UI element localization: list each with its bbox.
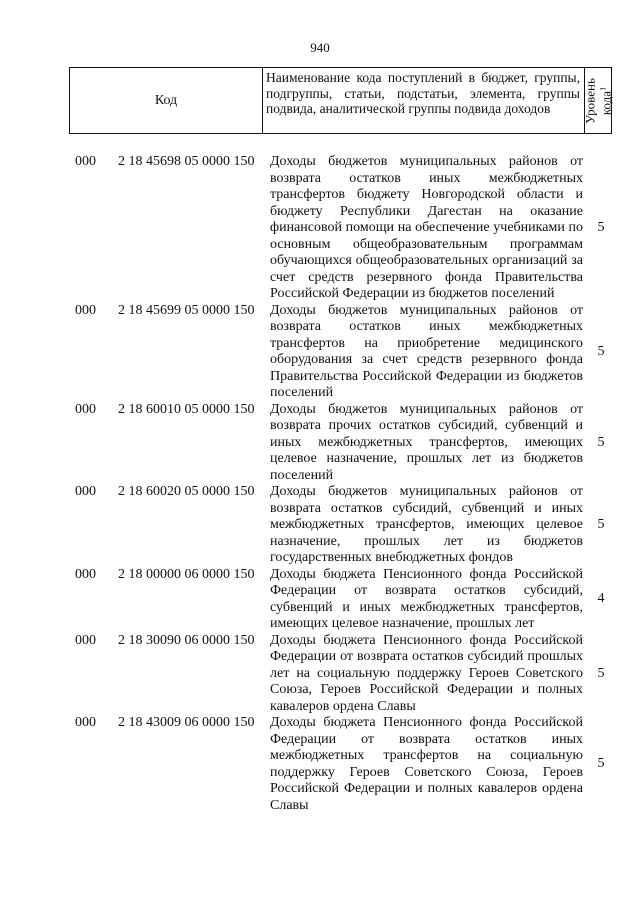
header-name: Наименование кода поступлений в бюджет, группы, подгруппы, статьи, подстатьи, элемента, группы подвида, аналитической группы подвида доходов [263,68,585,133]
row-prefix: 000 [75,632,96,648]
row-name: Доходы бюджета Пенсионного фонда Российской Федерации от возврата остатков субсидий, субвенций и иных межбюджетных трансфертов, имеющих целевое назначение, прошлых лет [270,566,583,631]
table-header [69,67,612,134]
row-level: 5 [597,434,605,450]
row-prefix: 000 [75,154,96,169]
header-level-label [583,78,612,124]
row-prefix: 000 [75,302,96,318]
table-row [0,633,640,716]
table-row [0,484,640,567]
table-body [0,154,640,814]
row-prefix: 000 [75,401,96,417]
page-number: 940 [310,40,330,55]
header-code: Код [70,68,263,133]
row-level: 5 [597,343,605,359]
row-prefix: 000 [75,484,96,499]
row-prefix: 000 [75,566,96,582]
header-level-line1: Уровень [582,77,598,124]
row-name: Доходы бюджета Пенсионного фонда Российской Федерации от возврата остатков иных межбюджетных трансфертов на социальную поддержку Героев Советского Союза, Героев Российской Федерации и полных кавалеров ордена Славы [270,715,583,813]
row-name: Доходы бюджетов муниципальных районов от возврата остатков иных межбюджетных трансфертов на приобретение медицинского оборудования за счет средств резервного фонда Правительства Российской Федерации из бюджетов поселений [270,302,583,400]
row-code: 2 18 60010 05 0000 150 [118,401,255,417]
table-row [0,402,640,485]
row-code: 2 18 60020 05 0000 150 [118,484,255,499]
row-name: Доходы бюджета Пенсионного фонда Российской Федерации от возврата остатков субсидий прошлых лет на социальную поддержку Героев Советского Союза, Героев Российской Федерации и полных кавалеров ордена Славы [270,632,583,714]
row-code: 2 18 45699 05 0000 150 [118,302,255,318]
header-level-footnote: 1 [598,86,608,91]
row-level: 5 [597,220,605,235]
row-level: 5 [597,517,605,532]
header-level [582,68,614,133]
row-code: 2 18 45698 05 0000 150 [118,154,255,169]
row-level: 4 [597,591,605,607]
row-code: 2 18 30090 06 0000 150 [118,632,255,648]
table-row [0,567,640,633]
row-code: 2 18 43009 06 0000 150 [118,715,255,730]
row-name: Доходы бюджетов муниципальных районов от возврата остатков иных межбюджетных трансфертов бюджету Новгородской области и бюджету Республики Дагестан на оказание финансовой помощи на обеспечение учебниками по основным общеобразовательным программам обучающихся общеобразовательных организаций за счет средств резервного фонда Правительства Российской Федерации из бюджетов поселений [270,154,583,301]
row-level: 5 [597,665,605,681]
table-row [0,715,640,814]
row-code: 2 18 00000 06 0000 150 [118,566,255,582]
table-row [0,303,640,402]
table-row [0,154,640,303]
row-prefix: 000 [75,715,96,730]
row-name: Доходы бюджетов муниципальных районов от возврата прочих остатков субсидий, субвенций и иных межбюджетных трансфертов, имеющих целевое назначение, прошлых лет из бюджетов поселений [270,401,583,483]
header-level-line2: кода [598,90,614,115]
row-level: 5 [597,756,605,772]
row-name: Доходы бюджетов муниципальных районов от возврата остатков субсидий, субвенций и иных межбюджетных трансфертов, имеющих целевое назначение, прошлых лет из бюджетов государственных внебюджетных фондов [270,484,583,565]
